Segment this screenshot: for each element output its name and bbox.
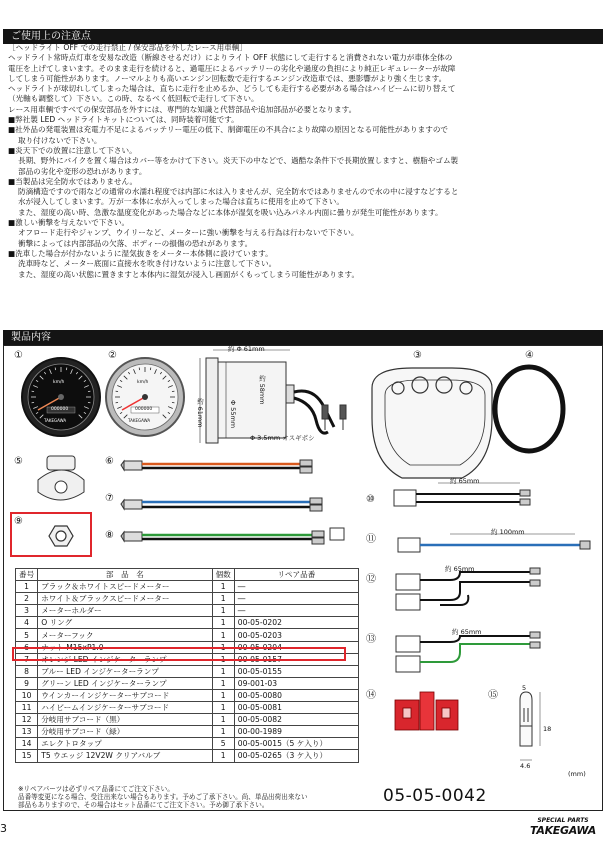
part-repair-no: 00-00-1989 bbox=[234, 726, 358, 738]
note-line: 部品の劣化や変形の恐れがあります。 bbox=[18, 166, 147, 176]
part-repair-no: 00-05-0265（3 ケ入り） bbox=[234, 750, 358, 762]
part-name: ブルー LED インジケーターランプ bbox=[38, 665, 212, 677]
note-line: 衝撃によっては内部部品の欠落、ボディーの損傷の恐れがあります。 bbox=[18, 238, 253, 248]
part-repair-no: 00-05-0155 bbox=[234, 665, 358, 677]
part-qty: 1 bbox=[212, 629, 234, 641]
black-speedometer bbox=[22, 358, 100, 436]
part-qty: 1 bbox=[212, 714, 234, 726]
table-row bbox=[16, 714, 359, 726]
note-line: また、湿度の高い時、急激な温度変化があった場合などに本体が湿気を吸い込みパネル内面に曇りが発生可能性があります。 bbox=[18, 207, 443, 217]
o-ring bbox=[495, 367, 563, 451]
gauge2-unit: km/h bbox=[137, 380, 149, 385]
note-line: ■社外品の発電装置は充電力不足によるバッテリー電圧の低下、制御電圧の不具合により故障の原因となる可能性がありますので bbox=[8, 125, 449, 135]
meter-side-view bbox=[200, 350, 346, 443]
table-row bbox=[16, 702, 359, 714]
table-row bbox=[16, 593, 359, 605]
part-repair-no: 09-001-03 bbox=[234, 677, 358, 689]
parts-table bbox=[15, 568, 359, 763]
led-lamps bbox=[121, 460, 344, 544]
part-qty: 1 bbox=[212, 653, 234, 665]
sub-codes-12-13 bbox=[396, 568, 540, 672]
part-number: 6 bbox=[16, 641, 38, 653]
part-qty: 5 bbox=[212, 738, 234, 750]
note-line: してしまう可能性があります。ノーマルよりも高いエンジン回転数で走行するエンジン改造車では、悪影響がより強く生じます。 bbox=[8, 73, 447, 83]
callout-10: ⑩ bbox=[366, 494, 375, 505]
callout-5: ⑤ bbox=[14, 456, 23, 467]
note-line: 長期、野外にバイクを置く場合はカバー等をかけて下さい。炎天下の中などで、過酷な条件下で長期放置しますと、樹脂やゴム製 bbox=[18, 156, 459, 166]
note-line: （光軸も調整して）下さい。この時、なるべく低回転で走行して下さい。 bbox=[8, 94, 259, 104]
part-qty: 1 bbox=[212, 677, 234, 689]
note-line: レース用車輌ですべての保安部品を外すには、専門的な知識と代替部品や追加部品が必要となります。 bbox=[8, 104, 357, 114]
note-line: 取り付けないで下さい。 bbox=[18, 135, 102, 145]
note-line: 洗車時など、メーター底面に直接水を吹き付けないように注意して下さい。 bbox=[18, 259, 277, 269]
table-row bbox=[16, 726, 359, 738]
note-line: オフロード走行やジャンプ、ウイリーなど、メーターに強い衝撃を与える行為は行わないで下さい。 bbox=[18, 228, 359, 238]
part-qty: 1 bbox=[212, 641, 234, 653]
part-name: ウインカーインジケーターサブコード bbox=[38, 689, 212, 701]
part-qty: 1 bbox=[212, 617, 234, 629]
logo-line1: SPECIAL PARTS bbox=[537, 817, 589, 824]
dim-65a: 約 65mm bbox=[450, 477, 480, 485]
part-number: 13 bbox=[16, 726, 38, 738]
part-number: 9 bbox=[16, 677, 38, 689]
highlight-nut-row bbox=[12, 647, 346, 661]
sub-codes-10-11 bbox=[394, 483, 590, 552]
table-row bbox=[16, 689, 359, 701]
header-qty: 個数 bbox=[212, 569, 234, 581]
part-name: ハイビームインジケーターサブコード bbox=[38, 702, 212, 714]
part-number: 14 bbox=[16, 738, 38, 750]
part-qty: 1 bbox=[212, 593, 234, 605]
note-line: ［ヘッドライト OFF での走行禁止 / 保安部品を外したレース用車輌］ bbox=[8, 43, 247, 52]
part-repair-no: 00-05-0203 bbox=[234, 629, 358, 641]
part-repair-no: 00-05-0204 bbox=[234, 641, 358, 653]
part-number: 12 bbox=[16, 714, 38, 726]
part-name: ナット M15xP1.0 bbox=[38, 641, 212, 653]
table-row bbox=[16, 629, 359, 641]
gauge2-brand: TAKEGAWA bbox=[128, 418, 151, 423]
part-number: 8 bbox=[16, 665, 38, 677]
part-repair-no: 00-05-0015（5 ケ入り） bbox=[234, 738, 358, 750]
part-qty: 1 bbox=[212, 726, 234, 738]
part-number: 11 bbox=[16, 702, 38, 714]
note-line: 防滴構造ですので雨などの通常の水濡れ程度では内部に水は入りませんが、完全防水ではありませんので水の中に浸すなどすると bbox=[18, 187, 459, 197]
callout-14: ⑭ bbox=[366, 690, 376, 701]
part-qty: 1 bbox=[212, 581, 234, 593]
white-speedometer bbox=[106, 358, 184, 436]
table-row bbox=[16, 605, 359, 617]
note-line: ■弊社製 LED ヘッドライトキットについては、同時装着可能です。 bbox=[8, 115, 239, 125]
part-name: ホワイト＆ブラックスピードメーター bbox=[38, 593, 212, 605]
footnote-line: 部品もありますので、その場合はセット品番にてご注文下さい。予め御了承下さい。 bbox=[18, 801, 269, 810]
note-line: ヘッドライト常時点灯車を安易な改造（断線させるだけ）によりライト OFF 状態にして走行すると消費されない電力が車体全体の bbox=[8, 53, 453, 63]
table-row bbox=[16, 665, 359, 677]
note-line: ヘッドライトが球切れしてしまった場合は、直ちに走行を止めるか、どうしても走行する必要がある場合はハイビームに切り替えて bbox=[8, 84, 456, 94]
callout-1: ① bbox=[14, 350, 23, 361]
callout-4: ④ bbox=[525, 350, 534, 361]
part-qty: 1 bbox=[212, 605, 234, 617]
gauge1-brand: TAKEGAWA bbox=[44, 418, 67, 423]
dim-100: 約 100mm bbox=[491, 528, 525, 536]
table-row bbox=[16, 581, 359, 593]
part-name: メーターホルダー bbox=[38, 605, 212, 617]
part-name: グリーン LED インジケーターランプ bbox=[38, 677, 212, 689]
callout-13: ⑬ bbox=[366, 634, 376, 645]
header-name: 部 品 名 bbox=[38, 569, 212, 581]
part-name: 分岐用サブコード（緑） bbox=[38, 726, 212, 738]
meter-hook bbox=[38, 456, 84, 500]
table-row bbox=[16, 750, 359, 762]
note-line: 電圧を上げてしまいます。そのまま走行を続けると、過電圧によるバッテリーの劣化や過度の負担により純正レギュレーターが故障 bbox=[8, 63, 456, 73]
page-number: 3 bbox=[0, 822, 7, 835]
gauge2-odo: 000000 bbox=[135, 407, 153, 412]
part-repair-no: 00-05-0080 bbox=[234, 689, 358, 701]
meter-holder bbox=[372, 368, 492, 478]
highlight-nut-illustration bbox=[10, 512, 92, 557]
dim-unit: (mm) bbox=[568, 770, 586, 778]
dim-bulb-h: 18 bbox=[543, 725, 552, 733]
part-qty: 1 bbox=[212, 702, 234, 714]
header-repair-no: リペア品番 bbox=[234, 569, 358, 581]
header-number: 番号 bbox=[16, 569, 38, 581]
part-name: O リング bbox=[38, 617, 212, 629]
dim-phi55: Φ 55mm bbox=[229, 400, 237, 429]
dim-65c: 約 65mm bbox=[452, 628, 482, 636]
part-name: ブラック＆ホワイトスピードメーター bbox=[38, 581, 212, 593]
part-name: メーターフック bbox=[38, 629, 212, 641]
product-number: 05-05-0042 bbox=[383, 786, 487, 806]
table-row bbox=[16, 738, 359, 750]
dim-58: 約 58mm bbox=[258, 375, 266, 405]
gauge1-odo: 000000 bbox=[51, 407, 69, 412]
part-repair-no: ― bbox=[234, 605, 358, 617]
note-line: ■激しい衝撃を与えないで下さい。 bbox=[8, 218, 130, 228]
part-name: T5 ウエッジ 12V2W クリアバルブ bbox=[38, 750, 212, 762]
part-number: 1 bbox=[16, 581, 38, 593]
dim-phi35: Φ 3.5mm オスギボシ bbox=[250, 434, 315, 442]
table-row bbox=[16, 677, 359, 689]
table-row bbox=[16, 617, 359, 629]
note-line: 水が浸入してしまいます。万が一本体に水が入ってしまった場合は直ちに使用を止めて下さい。 bbox=[18, 197, 344, 207]
part-name: 分岐用サブコード（黒） bbox=[38, 714, 212, 726]
callout-2: ② bbox=[108, 350, 117, 361]
part-qty: 1 bbox=[212, 665, 234, 677]
notes-section-header: ご使用上の注意点 bbox=[3, 29, 603, 44]
part-name: オレンジ LED インジケーターランプ bbox=[38, 653, 212, 665]
callout-15: ⑮ bbox=[488, 690, 498, 701]
note-line: ■炎天下での放置に注意して下さい。 bbox=[8, 145, 137, 155]
callout-8: ⑧ bbox=[105, 530, 114, 541]
gauge1-unit: km/h bbox=[53, 380, 65, 385]
takegawa-logo bbox=[527, 817, 599, 837]
footnotes bbox=[18, 785, 308, 810]
note-line: ■当製品は完全防水ではありません。 bbox=[8, 176, 138, 186]
part-repair-no: 00-05-0202 bbox=[234, 617, 358, 629]
note-line: ■洗車した場合が付かないように湿気抜きをメーター本体側に設けています。 bbox=[8, 248, 273, 258]
callout-12: ⑫ bbox=[366, 574, 376, 585]
part-number: 10 bbox=[16, 689, 38, 701]
dim-bulb-w: 5 bbox=[522, 684, 527, 692]
part-number: 5 bbox=[16, 629, 38, 641]
logo-line2: TAKEGAWA bbox=[530, 824, 596, 837]
t5-bulb bbox=[520, 692, 540, 760]
callout-6: ⑥ bbox=[105, 456, 114, 467]
part-number: 7 bbox=[16, 653, 38, 665]
dim-phi61: 約 Φ 61mm bbox=[228, 345, 265, 353]
footnote-line: 品番等変更になる場合、受注出来ない場合もあります。予めご了承下さい。尚、単品出荷出来ない bbox=[18, 793, 308, 802]
part-number: 15 bbox=[16, 750, 38, 762]
part-number: 4 bbox=[16, 617, 38, 629]
callout-11: ⑪ bbox=[366, 534, 376, 545]
part-number: 2 bbox=[16, 593, 38, 605]
dim-65b: 約 65mm bbox=[445, 565, 475, 573]
callout-7: ⑦ bbox=[105, 493, 114, 504]
callout-3: ③ bbox=[413, 350, 422, 361]
part-qty: 1 bbox=[212, 750, 234, 762]
part-repair-no: 00-05-0157 bbox=[234, 653, 358, 665]
part-repair-no: 00-05-0081 bbox=[234, 702, 358, 714]
part-name: エレクトロタップ bbox=[38, 738, 212, 750]
parts-table-header bbox=[16, 569, 359, 581]
footnote-line: ※リペアパーツは必ずリペア品番にてご注文下さい。 bbox=[18, 785, 174, 793]
part-qty: 1 bbox=[212, 689, 234, 701]
part-repair-no: ― bbox=[234, 581, 358, 593]
part-repair-no: ― bbox=[234, 593, 358, 605]
part-repair-no: 00-05-0082 bbox=[234, 714, 358, 726]
dim-61: 約 61mm bbox=[196, 398, 204, 428]
callout-9: ⑨ bbox=[14, 516, 23, 527]
contents-section-header: 製品内容 bbox=[3, 330, 603, 345]
electro-tap bbox=[395, 692, 458, 730]
part-number: 3 bbox=[16, 605, 38, 617]
dim-bulb-d: 4.6 bbox=[520, 762, 531, 770]
note-line: また、湿度の高い状態に置きますと本体内に湿気が浸入し画面がくもってしまう可能性があります。 bbox=[18, 269, 360, 279]
